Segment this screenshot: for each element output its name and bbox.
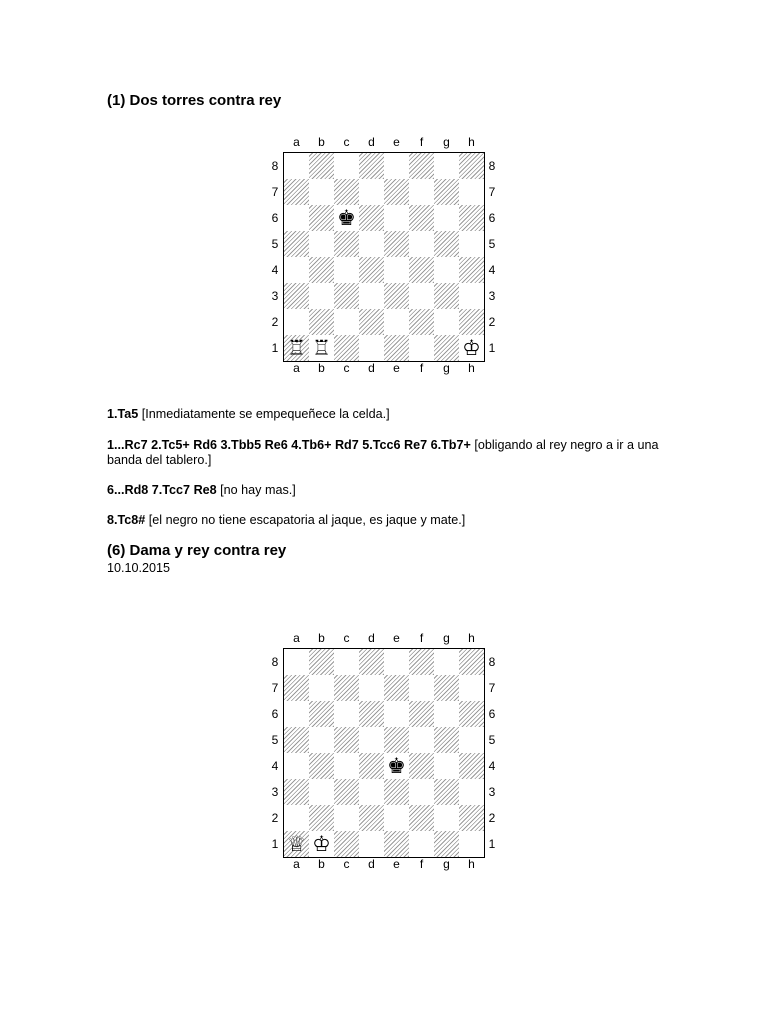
board-square bbox=[434, 231, 459, 257]
file-label-top: f bbox=[419, 631, 424, 645]
comment-text: [el negro no tiene escapatoria al jaque, es jaque y mate.] bbox=[148, 513, 466, 527]
board-square bbox=[384, 779, 409, 805]
rank-label-right: 1 bbox=[488, 341, 496, 355]
board-square bbox=[334, 831, 359, 857]
board-square bbox=[334, 701, 359, 727]
board-square bbox=[359, 179, 384, 205]
board-square bbox=[359, 231, 384, 257]
board-square bbox=[309, 309, 334, 335]
file-label-bottom: g bbox=[443, 857, 450, 871]
rank-label-right: 2 bbox=[488, 315, 496, 329]
board-square bbox=[434, 205, 459, 231]
board-square bbox=[309, 257, 334, 283]
rank-label-right: 7 bbox=[488, 681, 496, 695]
rank-label-left: 4 bbox=[271, 263, 279, 277]
rank-label-right: 1 bbox=[488, 837, 496, 851]
file-label-bottom: c bbox=[343, 857, 350, 871]
board-square bbox=[384, 701, 409, 727]
rank-label-left: 5 bbox=[271, 237, 279, 251]
rank-label-left: 1 bbox=[271, 341, 279, 355]
file-label-top: g bbox=[443, 135, 450, 149]
board-square bbox=[359, 805, 384, 831]
board-square bbox=[284, 805, 309, 831]
file-label-bottom: f bbox=[419, 857, 424, 871]
board-square bbox=[334, 257, 359, 283]
board-square bbox=[359, 831, 384, 857]
file-label-top: c bbox=[343, 631, 350, 645]
comment-text: [obligando al rey negro a ir a una banda del tablero.] bbox=[107, 438, 659, 467]
board-square bbox=[459, 831, 484, 857]
board-square bbox=[334, 335, 359, 361]
board-square bbox=[284, 649, 309, 675]
board-square bbox=[434, 701, 459, 727]
board-square bbox=[284, 231, 309, 257]
board-square bbox=[434, 727, 459, 753]
move-text: 1.Ta5 bbox=[107, 407, 139, 421]
board-square bbox=[284, 283, 309, 309]
board-square bbox=[334, 779, 359, 805]
board-square bbox=[359, 283, 384, 309]
rank-label-right: 4 bbox=[488, 759, 496, 773]
file-label-bottom: b bbox=[318, 361, 325, 375]
board-square bbox=[409, 153, 434, 179]
board-square bbox=[359, 727, 384, 753]
board-square bbox=[334, 805, 359, 831]
file-label-top: h bbox=[468, 631, 475, 645]
board-square bbox=[384, 675, 409, 701]
board-square bbox=[359, 701, 384, 727]
board-square bbox=[459, 153, 484, 179]
board-square bbox=[384, 153, 409, 179]
file-label-bottom: e bbox=[393, 857, 400, 871]
file-label-top: b bbox=[318, 631, 325, 645]
annotation-paragraph bbox=[107, 513, 677, 528]
board-square bbox=[409, 701, 434, 727]
board-square bbox=[359, 675, 384, 701]
board-square bbox=[309, 153, 334, 179]
board-square bbox=[434, 831, 459, 857]
board-square bbox=[284, 675, 309, 701]
board-square bbox=[384, 309, 409, 335]
rank-label-left: 7 bbox=[271, 185, 279, 199]
board-square bbox=[334, 675, 359, 701]
rank-label-left: 1 bbox=[271, 837, 279, 851]
file-label-top: e bbox=[393, 135, 400, 149]
white-rook-icon: ♜ ♖ bbox=[284, 335, 309, 361]
board-square bbox=[309, 649, 334, 675]
board-square bbox=[459, 675, 484, 701]
rank-label-right: 5 bbox=[488, 237, 496, 251]
board-square bbox=[359, 153, 384, 179]
board-square bbox=[309, 179, 334, 205]
move-text: 8.Tc8# bbox=[107, 513, 146, 527]
rank-label-right: 5 bbox=[488, 733, 496, 747]
board-square bbox=[284, 727, 309, 753]
board-square bbox=[284, 701, 309, 727]
white-king-icon: ♚ ♔ bbox=[309, 831, 334, 857]
board-square bbox=[334, 649, 359, 675]
board-square bbox=[434, 179, 459, 205]
board-square bbox=[384, 283, 409, 309]
board-square bbox=[409, 231, 434, 257]
board-square bbox=[459, 257, 484, 283]
file-label-bottom: e bbox=[393, 361, 400, 375]
file-label-top: d bbox=[368, 631, 375, 645]
file-label-bottom: h bbox=[468, 361, 475, 375]
board-square bbox=[359, 779, 384, 805]
board-square bbox=[284, 179, 309, 205]
board-square bbox=[384, 257, 409, 283]
board-square bbox=[434, 649, 459, 675]
file-label-bottom: c bbox=[343, 361, 350, 375]
rank-label-right: 3 bbox=[488, 785, 496, 799]
board-square bbox=[409, 205, 434, 231]
board-square bbox=[434, 283, 459, 309]
rank-label-right: 8 bbox=[488, 159, 496, 173]
board-square bbox=[309, 779, 334, 805]
rank-label-left: 6 bbox=[271, 211, 279, 225]
board-square bbox=[359, 257, 384, 283]
board-square bbox=[334, 179, 359, 205]
board-square bbox=[309, 701, 334, 727]
board-square bbox=[309, 727, 334, 753]
board-square bbox=[334, 727, 359, 753]
board-square bbox=[409, 179, 434, 205]
board-square bbox=[434, 779, 459, 805]
file-label-bottom: d bbox=[368, 857, 375, 871]
board-square bbox=[334, 231, 359, 257]
board-square bbox=[409, 309, 434, 335]
board-square bbox=[284, 205, 309, 231]
file-label-bottom: b bbox=[318, 857, 325, 871]
board-square bbox=[309, 205, 334, 231]
file-label-bottom: h bbox=[468, 857, 475, 871]
board-square bbox=[459, 701, 484, 727]
section-heading: (6) Dama y rey contra rey bbox=[107, 542, 287, 559]
file-label-bottom: d bbox=[368, 361, 375, 375]
rank-label-left: 2 bbox=[271, 315, 279, 329]
board-square bbox=[459, 649, 484, 675]
file-label-top: c bbox=[343, 135, 350, 149]
board-square bbox=[359, 753, 384, 779]
board-square bbox=[384, 335, 409, 361]
board-square bbox=[459, 283, 484, 309]
file-label-top: a bbox=[293, 631, 300, 645]
board-square bbox=[409, 779, 434, 805]
move-text: 1...Rc7 2.Tc5+ Rd6 3.Tbb5 Re6 4.Tb6+ Rd7 5.Tcc6 Re7 6.Tb7+ bbox=[107, 438, 471, 452]
white-king-icon: ♚ ♔ bbox=[459, 335, 484, 361]
rank-label-right: 4 bbox=[488, 263, 496, 277]
rank-label-left: 4 bbox=[271, 759, 279, 773]
file-label-top: e bbox=[393, 631, 400, 645]
board-square bbox=[284, 153, 309, 179]
board-square bbox=[459, 779, 484, 805]
board-square bbox=[284, 309, 309, 335]
rank-label-left: 6 bbox=[271, 707, 279, 721]
board-square bbox=[384, 727, 409, 753]
comment-text: [Inmediatamente se empequeñece la celda.] bbox=[141, 407, 390, 421]
board-square bbox=[384, 205, 409, 231]
board-square bbox=[309, 231, 334, 257]
section-heading: (1) Dos torres contra rey bbox=[107, 92, 282, 109]
board-square bbox=[409, 257, 434, 283]
board-square bbox=[334, 753, 359, 779]
rank-label-left: 8 bbox=[271, 159, 279, 173]
board-square bbox=[459, 753, 484, 779]
board-square bbox=[459, 205, 484, 231]
board-square bbox=[409, 283, 434, 309]
board-square bbox=[409, 831, 434, 857]
chess-diagram bbox=[271, 631, 496, 871]
board-square bbox=[309, 675, 334, 701]
file-label-top: h bbox=[468, 135, 475, 149]
file-label-bottom: a bbox=[293, 361, 300, 375]
board-square bbox=[309, 283, 334, 309]
board-square bbox=[409, 335, 434, 361]
board-square bbox=[434, 153, 459, 179]
board-square bbox=[434, 805, 459, 831]
file-label-top: b bbox=[318, 135, 325, 149]
file-label-top: d bbox=[368, 135, 375, 149]
rank-label-left: 8 bbox=[271, 655, 279, 669]
board-square bbox=[284, 753, 309, 779]
board-square bbox=[409, 753, 434, 779]
board-square bbox=[384, 805, 409, 831]
rank-label-right: 6 bbox=[488, 707, 496, 721]
board-square bbox=[459, 231, 484, 257]
rank-label-right: 6 bbox=[488, 211, 496, 225]
board-square bbox=[459, 805, 484, 831]
file-label-top: a bbox=[293, 135, 300, 149]
board-square bbox=[434, 753, 459, 779]
rank-label-left: 5 bbox=[271, 733, 279, 747]
file-label-bottom: f bbox=[419, 361, 424, 375]
board-square bbox=[459, 727, 484, 753]
board-square bbox=[359, 335, 384, 361]
board-square bbox=[409, 805, 434, 831]
black-king-icon: ♚ bbox=[387, 754, 406, 778]
file-label-bottom: a bbox=[293, 857, 300, 871]
move-text: 6...Rd8 7.Tcc7 Re8 bbox=[107, 483, 217, 497]
rank-label-left: 2 bbox=[271, 811, 279, 825]
white-queen-icon: ♛ ♕ bbox=[284, 831, 309, 857]
board-square bbox=[384, 231, 409, 257]
board-square bbox=[434, 335, 459, 361]
section-date: 10.10.2015 bbox=[107, 561, 171, 575]
board-square bbox=[434, 309, 459, 335]
board-square bbox=[359, 205, 384, 231]
file-label-bottom: g bbox=[443, 361, 450, 375]
board-square bbox=[384, 831, 409, 857]
board-square bbox=[384, 179, 409, 205]
comment-text: [no hay mas.] bbox=[220, 483, 296, 497]
board-square bbox=[334, 309, 359, 335]
chess-board bbox=[284, 649, 484, 857]
file-label-top: g bbox=[443, 631, 450, 645]
board-square bbox=[309, 805, 334, 831]
white-rook-icon: ♜ ♖ bbox=[309, 335, 334, 361]
chess-diagram bbox=[271, 135, 496, 375]
rank-label-left: 3 bbox=[271, 289, 279, 303]
board-square bbox=[359, 309, 384, 335]
board-square bbox=[284, 257, 309, 283]
board-square bbox=[384, 649, 409, 675]
rank-label-left: 7 bbox=[271, 681, 279, 695]
board-square bbox=[334, 153, 359, 179]
board-square bbox=[409, 675, 434, 701]
board-square bbox=[409, 649, 434, 675]
annotation-paragraph bbox=[107, 407, 677, 422]
chess-board bbox=[284, 153, 484, 361]
rank-label-right: 2 bbox=[488, 811, 496, 825]
board-square bbox=[459, 179, 484, 205]
annotation-paragraph bbox=[107, 438, 677, 468]
file-label-top: f bbox=[419, 135, 424, 149]
board-square bbox=[409, 727, 434, 753]
board-square bbox=[434, 257, 459, 283]
annotation-paragraph bbox=[107, 483, 677, 498]
rank-label-left: 3 bbox=[271, 785, 279, 799]
board-square bbox=[284, 779, 309, 805]
board-square bbox=[334, 283, 359, 309]
black-king-icon: ♚ bbox=[337, 206, 356, 230]
rank-label-right: 3 bbox=[488, 289, 496, 303]
board-square bbox=[309, 753, 334, 779]
board-square bbox=[434, 675, 459, 701]
board-square bbox=[359, 649, 384, 675]
board-square bbox=[459, 309, 484, 335]
rank-label-right: 8 bbox=[488, 655, 496, 669]
rank-label-right: 7 bbox=[488, 185, 496, 199]
